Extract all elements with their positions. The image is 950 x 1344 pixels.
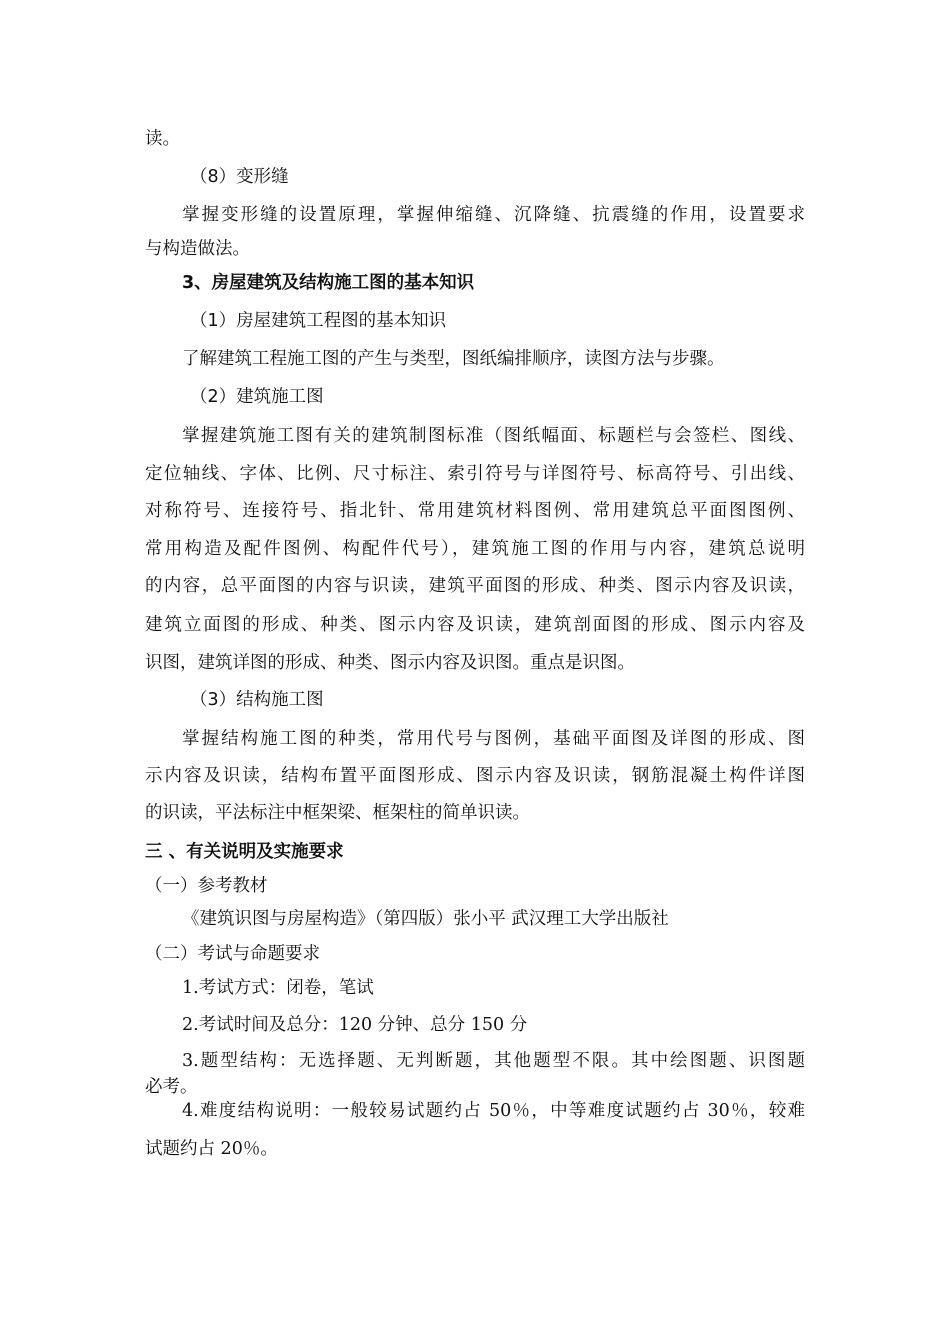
section-heading: （2）建筑施工图 [190, 387, 324, 407]
text-line: 了解建筑工程施工图的产生与类型，图纸编排顺序，读图方法与步骤。 [182, 349, 725, 369]
text-line: 常用构造及配件图例、构配件代号），建筑施工图的作用与内容，建筑总说明 [145, 539, 805, 559]
text-line: 3.题型结构：无选择题、无判断题，其他题型不限。其中绘图题、识图题 [182, 1051, 805, 1071]
section-heading: 三 、有关说明及实施要求 [145, 842, 344, 862]
text-line: 定位轴线、字体、比例、尺寸标注、索引符号与详图符号、标高符号、引出线、 [145, 464, 805, 484]
section-heading: （3）结构施工图 [190, 690, 324, 710]
text-run: 识图，建筑详图的形成、种类、图示内容及识图。 [145, 653, 530, 673]
text-line: 4.难度结构说明：一般较易试题约占 50％，中等难度试题约占 30％，较难 [182, 1101, 805, 1121]
text-run: 设置原理，掌握伸缩缝、沉降缝、抗震缝的作用，设置要求 [299, 205, 806, 225]
text-line: 1.考试方式：闭卷，笔试 [182, 978, 374, 998]
text-line: 建筑立面图的形成、种类、图示内容及识读，建筑剖面图的形成、图示内容及 [145, 615, 805, 635]
text-line: 读。 [145, 129, 180, 149]
text-line: 《建筑识图与房屋构造》（第四版）张小平 武汉理工大学出版社 [182, 909, 669, 929]
text-line: 的内容，总平面图的内容与识读，建筑平面图的形成、种类、图示内容及识读， [145, 576, 805, 596]
text-line [182, 202, 805, 227]
text-line: 与构造做法。 [145, 239, 250, 259]
section-heading: （一）参考教材 [145, 876, 268, 896]
text-line: 示内容及识读，结构布置平面图形成、图示内容及识读，钢筋混凝土构件详图 [145, 766, 805, 786]
section-heading: （1）房屋建筑工程图的基本知识 [190, 311, 447, 331]
text-line: 对称符号、连接符号、指北针、常用建筑材料图例、常用建筑总平面图图例、 [145, 501, 805, 521]
text-run: 重点是识图。 [530, 653, 635, 673]
text-run: 掌握变形缝的 [182, 205, 300, 225]
section-heading: 3、房屋建筑及结构施工图的基本知识 [182, 273, 475, 293]
section-heading: （二）考试与命题要求 [145, 944, 320, 964]
text-line: 掌握建筑施工图有关的建筑制图标准（图纸幅面、标题栏与会签栏、图线、 [182, 426, 805, 446]
text-line: 2.考试时间及总分：120 分钟、总分 150 分 [182, 1015, 528, 1035]
text-line: 的识读，平法标注中框架梁、框架柱的简单识读。 [145, 803, 530, 823]
section-heading: （8）变形缝 [190, 167, 289, 187]
text-line: 试题约占 20％。 [145, 1139, 278, 1159]
text-line [145, 650, 635, 675]
text-line: 掌握结构施工图的种类，常用代号与图例，基础平面图及详图的形成、图 [182, 729, 805, 749]
text-line: 必考。 [145, 1077, 198, 1097]
